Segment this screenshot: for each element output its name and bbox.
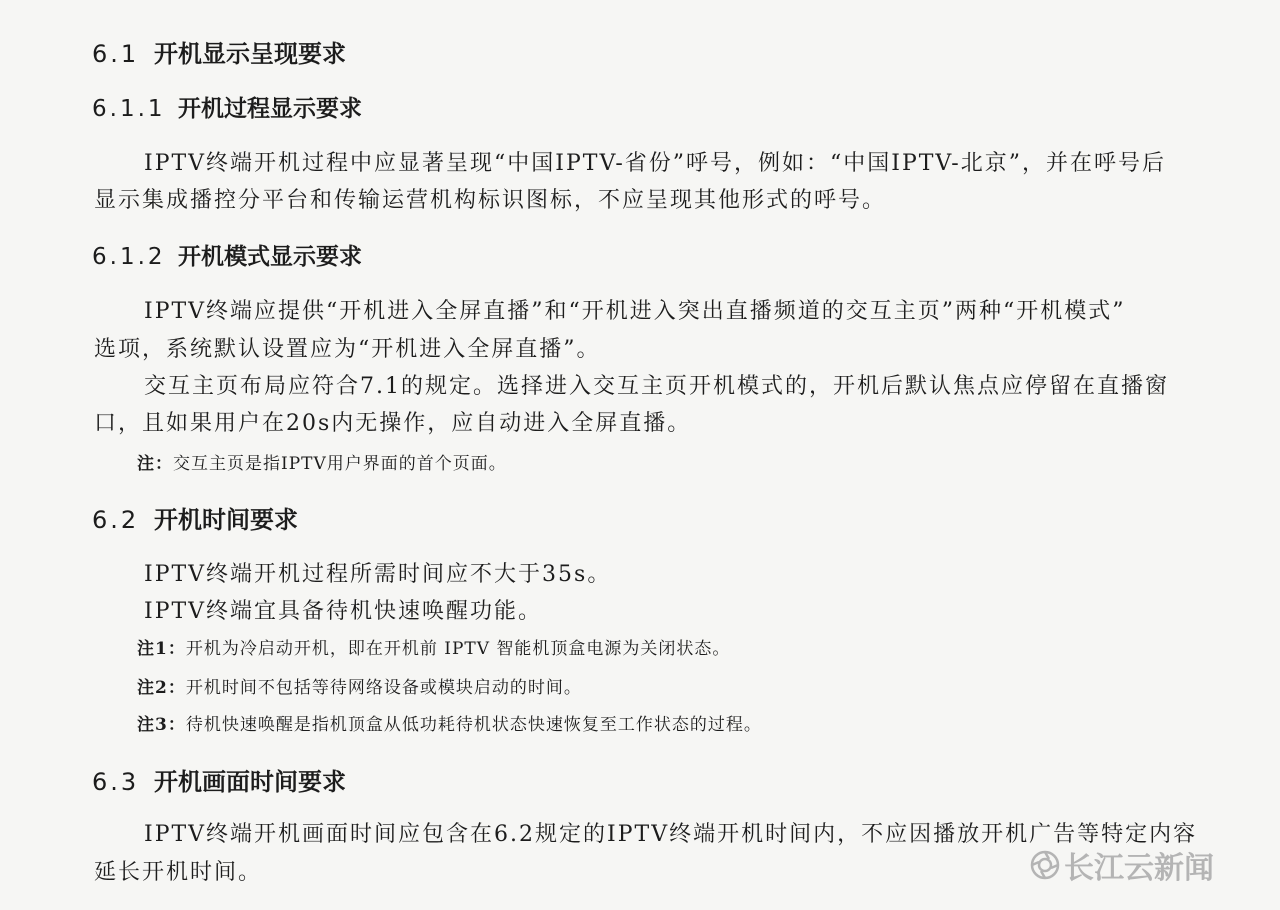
section-6-1-1-heading [92, 90, 362, 123]
paragraph-line: 选项，系统默认设置应为“开机进入全屏直播”。 [94, 337, 601, 362]
note-text: 待机快速唤醒是指机顶盒从低功耗待机状态快速恢复至工作状态的过程。 [185, 715, 762, 735]
camera-logo-icon [1030, 850, 1060, 880]
note-label: 注1： [137, 639, 186, 659]
note-text: 交互主页是指IPTV用户界面的首个页面。 [173, 454, 507, 474]
paragraph-line: IPTV终端开机过程所需时间应不大于35s。 [144, 562, 612, 587]
paragraph-line: IPTV终端开机画面时间应包含在6.2规定的IPTV终端开机时间内，不应因播放开机广告等特定内容 [144, 822, 1198, 847]
section-title: 开机过程显示要求 [178, 96, 362, 122]
note-text: 开机时间不包括等待网络设备或模块启动的时间。 [185, 678, 582, 698]
paragraph-line: IPTV终端宜具备待机快速唤醒功能。 [144, 599, 543, 624]
section-number: 6.1 [92, 40, 140, 68]
note [137, 634, 730, 659]
section-title: 开机时间要求 [154, 506, 298, 534]
paragraph-line: IPTV终端开机过程中应显著呈现“中国IPTV-省份”呼号，例如：“中国IPTV-北京”，并在呼号后 [144, 151, 1166, 176]
section-number: 6.3 [92, 768, 140, 796]
note [137, 673, 582, 698]
section-title: 开机模式显示要求 [178, 244, 362, 270]
section-6-2-heading [92, 500, 298, 535]
paragraph-line: IPTV终端应提供“开机进入全屏直播”和“开机进入突出直播频道的交互主页”两种“开机模式” [144, 299, 1126, 324]
note-label: 注3： [137, 715, 186, 735]
paragraph-line: 延长开机时间。 [94, 860, 263, 885]
watermark-text: 长江云新闻 [1064, 851, 1214, 886]
note-label: 注2： [137, 678, 186, 698]
note-text: 开机为冷启动开机，即在开机前 IPTV 智能机顶盒电源为关闭状态。 [185, 639, 731, 659]
section-number: 6.1.2 [92, 244, 166, 270]
section-6-1-heading [92, 34, 346, 69]
paragraph-line: 显示集成播控分平台和传输运营机构标识图标，不应呈现其他形式的呼号。 [94, 188, 887, 213]
watermark [1030, 843, 1214, 887]
section-title: 开机显示呈现要求 [154, 40, 346, 68]
section-title: 开机画面时间要求 [154, 768, 346, 796]
section-number: 6.1.1 [92, 96, 166, 122]
section-6-1-2-heading [92, 238, 362, 271]
note [137, 449, 507, 474]
section-number: 6.2 [92, 506, 140, 534]
paragraph-line: 口，且如果用户在20s内无操作，应自动进入全屏直播。 [94, 411, 692, 436]
paragraph-line: 交互主页布局应符合7.1的规定。选择进入交互主页开机模式的，开机后默认焦点应停留在直播窗 [144, 374, 1169, 399]
note [137, 710, 762, 735]
note-label: 注： [137, 454, 173, 474]
section-6-3-heading [92, 762, 346, 797]
